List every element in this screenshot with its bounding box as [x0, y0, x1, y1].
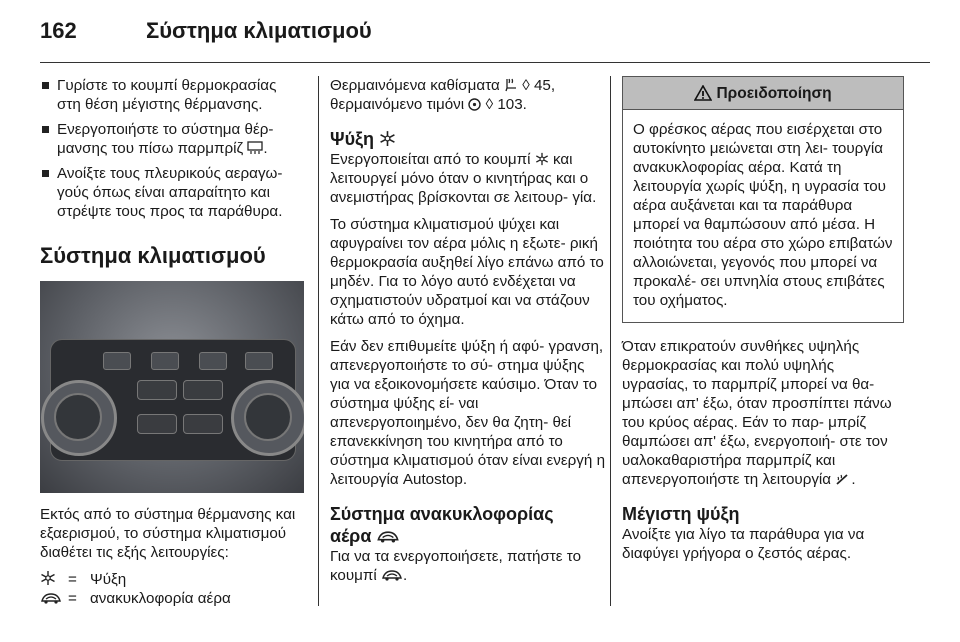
heated-steering-wheel-icon [468, 98, 481, 111]
windscreen-wiper-icon [835, 472, 851, 486]
page-ref-arrow-icon: ◊ [485, 96, 494, 113]
column-1 [40, 76, 304, 608]
max-cooling-paragraph: Ανοίξτε για λίγο τα παράθυρα για να διαφύγει γρήγορα ο ζεστός αέρας. [622, 526, 865, 562]
legend-row-cooling: = Ψύξη [40, 570, 304, 589]
panel-button [199, 352, 227, 370]
page-number: 162 [40, 18, 77, 43]
cooling-heading: Ψύξη [330, 128, 606, 150]
fogging-paragraph: Όταν επικρατούν συνθήκες υψηλής θερμοκρασίας και πολύ υψηλής υγρασίας, το παρμπρίζ μπορεί να θα- μπώσει απ' έξω, όταν προσπίπτει πάνω του κρύος αέρας. Εάν το παρ- μπρίζ θαμπώσει απ' έξω, ενεργοποιή- στε τον υαλοκαθαριστήρα παρμπρίζ και απενεργοποιήστε τη λειτουργία . [622, 338, 892, 488]
max-cooling-heading: Μέγιστη ψύξη [622, 504, 740, 524]
heated-seat-icon [504, 78, 518, 92]
column-2 [330, 76, 606, 593]
fan-knob [41, 380, 117, 456]
control-panel [50, 339, 296, 461]
warning-body: Ο φρέσκος αέρας που εισέρχεται στο αυτοκίνητο μειώνεται στη λει- τουργία ανακυκλοφορίας αέρα. Κατά τη λειτουργία χωρίς ψύξη, η υγρασία του αέρα αυξάνεται και τα παράθυρα μπορεί να θαμπώσουν από μέσα. Η ποιότητα του αέρα στο χώρο επιβατών αλλοιώνεται, γεγονός που μπορεί να προκαλέ- σει υπνηλία στους επιβάτες του οχήματος. [633, 121, 893, 309]
climate-control-photo [40, 281, 304, 493]
cooling-paragraph-1: Ενεργοποιείται από το κουμπί και λειτουργεί μόνο όταν ο κινητήρας και ο ανεμιστήρας βρίσκονται σε λειτουρ- γία. [330, 151, 597, 206]
rear-window-heater-icon [247, 141, 263, 155]
chapter-title: Σύστημα κλιματισμού [146, 18, 372, 43]
car-recirculation-icon [376, 529, 400, 544]
list-item: Ανοίξτε τους πλευρικούς αεραγω- γούς όπως είναι απαραίτητο και στρέψτε τους προς τα παράθυρα. [40, 164, 304, 221]
page-header [40, 16, 930, 63]
panel-button [183, 380, 223, 400]
panel-button [137, 380, 177, 400]
temperature-knob [231, 380, 304, 456]
panel-button [103, 352, 131, 370]
car-recirculation-icon [381, 568, 403, 582]
recirculation-paragraph: Για να τα ενεργοποιήσετε, πατήστε το κουμπί . [330, 548, 582, 584]
snowflake-icon [535, 152, 549, 166]
warning-header: Προειδοποίηση [623, 77, 903, 110]
features-intro: Εκτός από το σύστημα θέρμανσης και εξαερισμού, το σύστημα κλιματισμού διαθέτει τις εξής λειτουργίες: [40, 506, 296, 561]
list-item: Ενεργοποιήστε το σύστημα θέρ- μανσης του πίσω παρμπρίζ . [40, 120, 304, 158]
instruction-list [40, 76, 304, 221]
cooling-paragraph-3: Εάν δεν επιθυμείτε ψύξη ή αφύ- γρανση, απενεργοποιήστε το σύ- στημα ψύξης για να εξοικονομήσετε καύσιμο. Όταν το σύστημα ψύξης εί- ναι απενεργοποιημένο, δεν θα ζητη- θεί επανεκκίνηση του κινητήρα από το σύστημα κλιματισμού όταν είναι ενεργή η λειτουργία Autostop. [330, 338, 606, 488]
cooling-paragraph-2: Το σύστημα κλιματισμού ψύχει και αφυγραίνει τον αέρα μόλις η εξωτε- ρική θερμοκρασία αυξηθεί λίγο επάνω από το μηδέν. Για το λόγο αυτό ενδέχεται να σχηματιστούν υδρατμοί και να στάζουν κάτω από το όχημα. [330, 216, 604, 328]
panel-button [183, 414, 223, 434]
snowflake-icon [40, 570, 56, 586]
panel-button [245, 352, 273, 370]
page-ref-arrow-icon: ◊ [522, 77, 530, 94]
list-item: Γυρίστε το κουμπί θερμοκρασίας στη θέση μέγιστης θέρμανσης. [40, 76, 304, 114]
snowflake-icon [379, 130, 396, 147]
car-recirculation-icon [40, 591, 62, 605]
panel-button [151, 352, 179, 370]
cross-reference: Θερμαινόμενα καθίσματα ◊ 45, θερμαινόμενο τιμόνι ◊ 103. [330, 77, 556, 113]
warning-box [622, 76, 904, 323]
warning-triangle-icon [694, 85, 712, 101]
section-title: Σύστημα κλιματισμού [40, 243, 266, 268]
column-divider-1 [318, 76, 319, 606]
legend-row-recirculation: = ανακυκλοφορία αέρα [40, 589, 304, 608]
recirculation-heading: Σύστημα ανακυκλοφορίας αέρα [330, 504, 554, 546]
panel-button [137, 414, 177, 434]
column-divider-2 [610, 76, 611, 606]
column-3 [622, 76, 904, 571]
